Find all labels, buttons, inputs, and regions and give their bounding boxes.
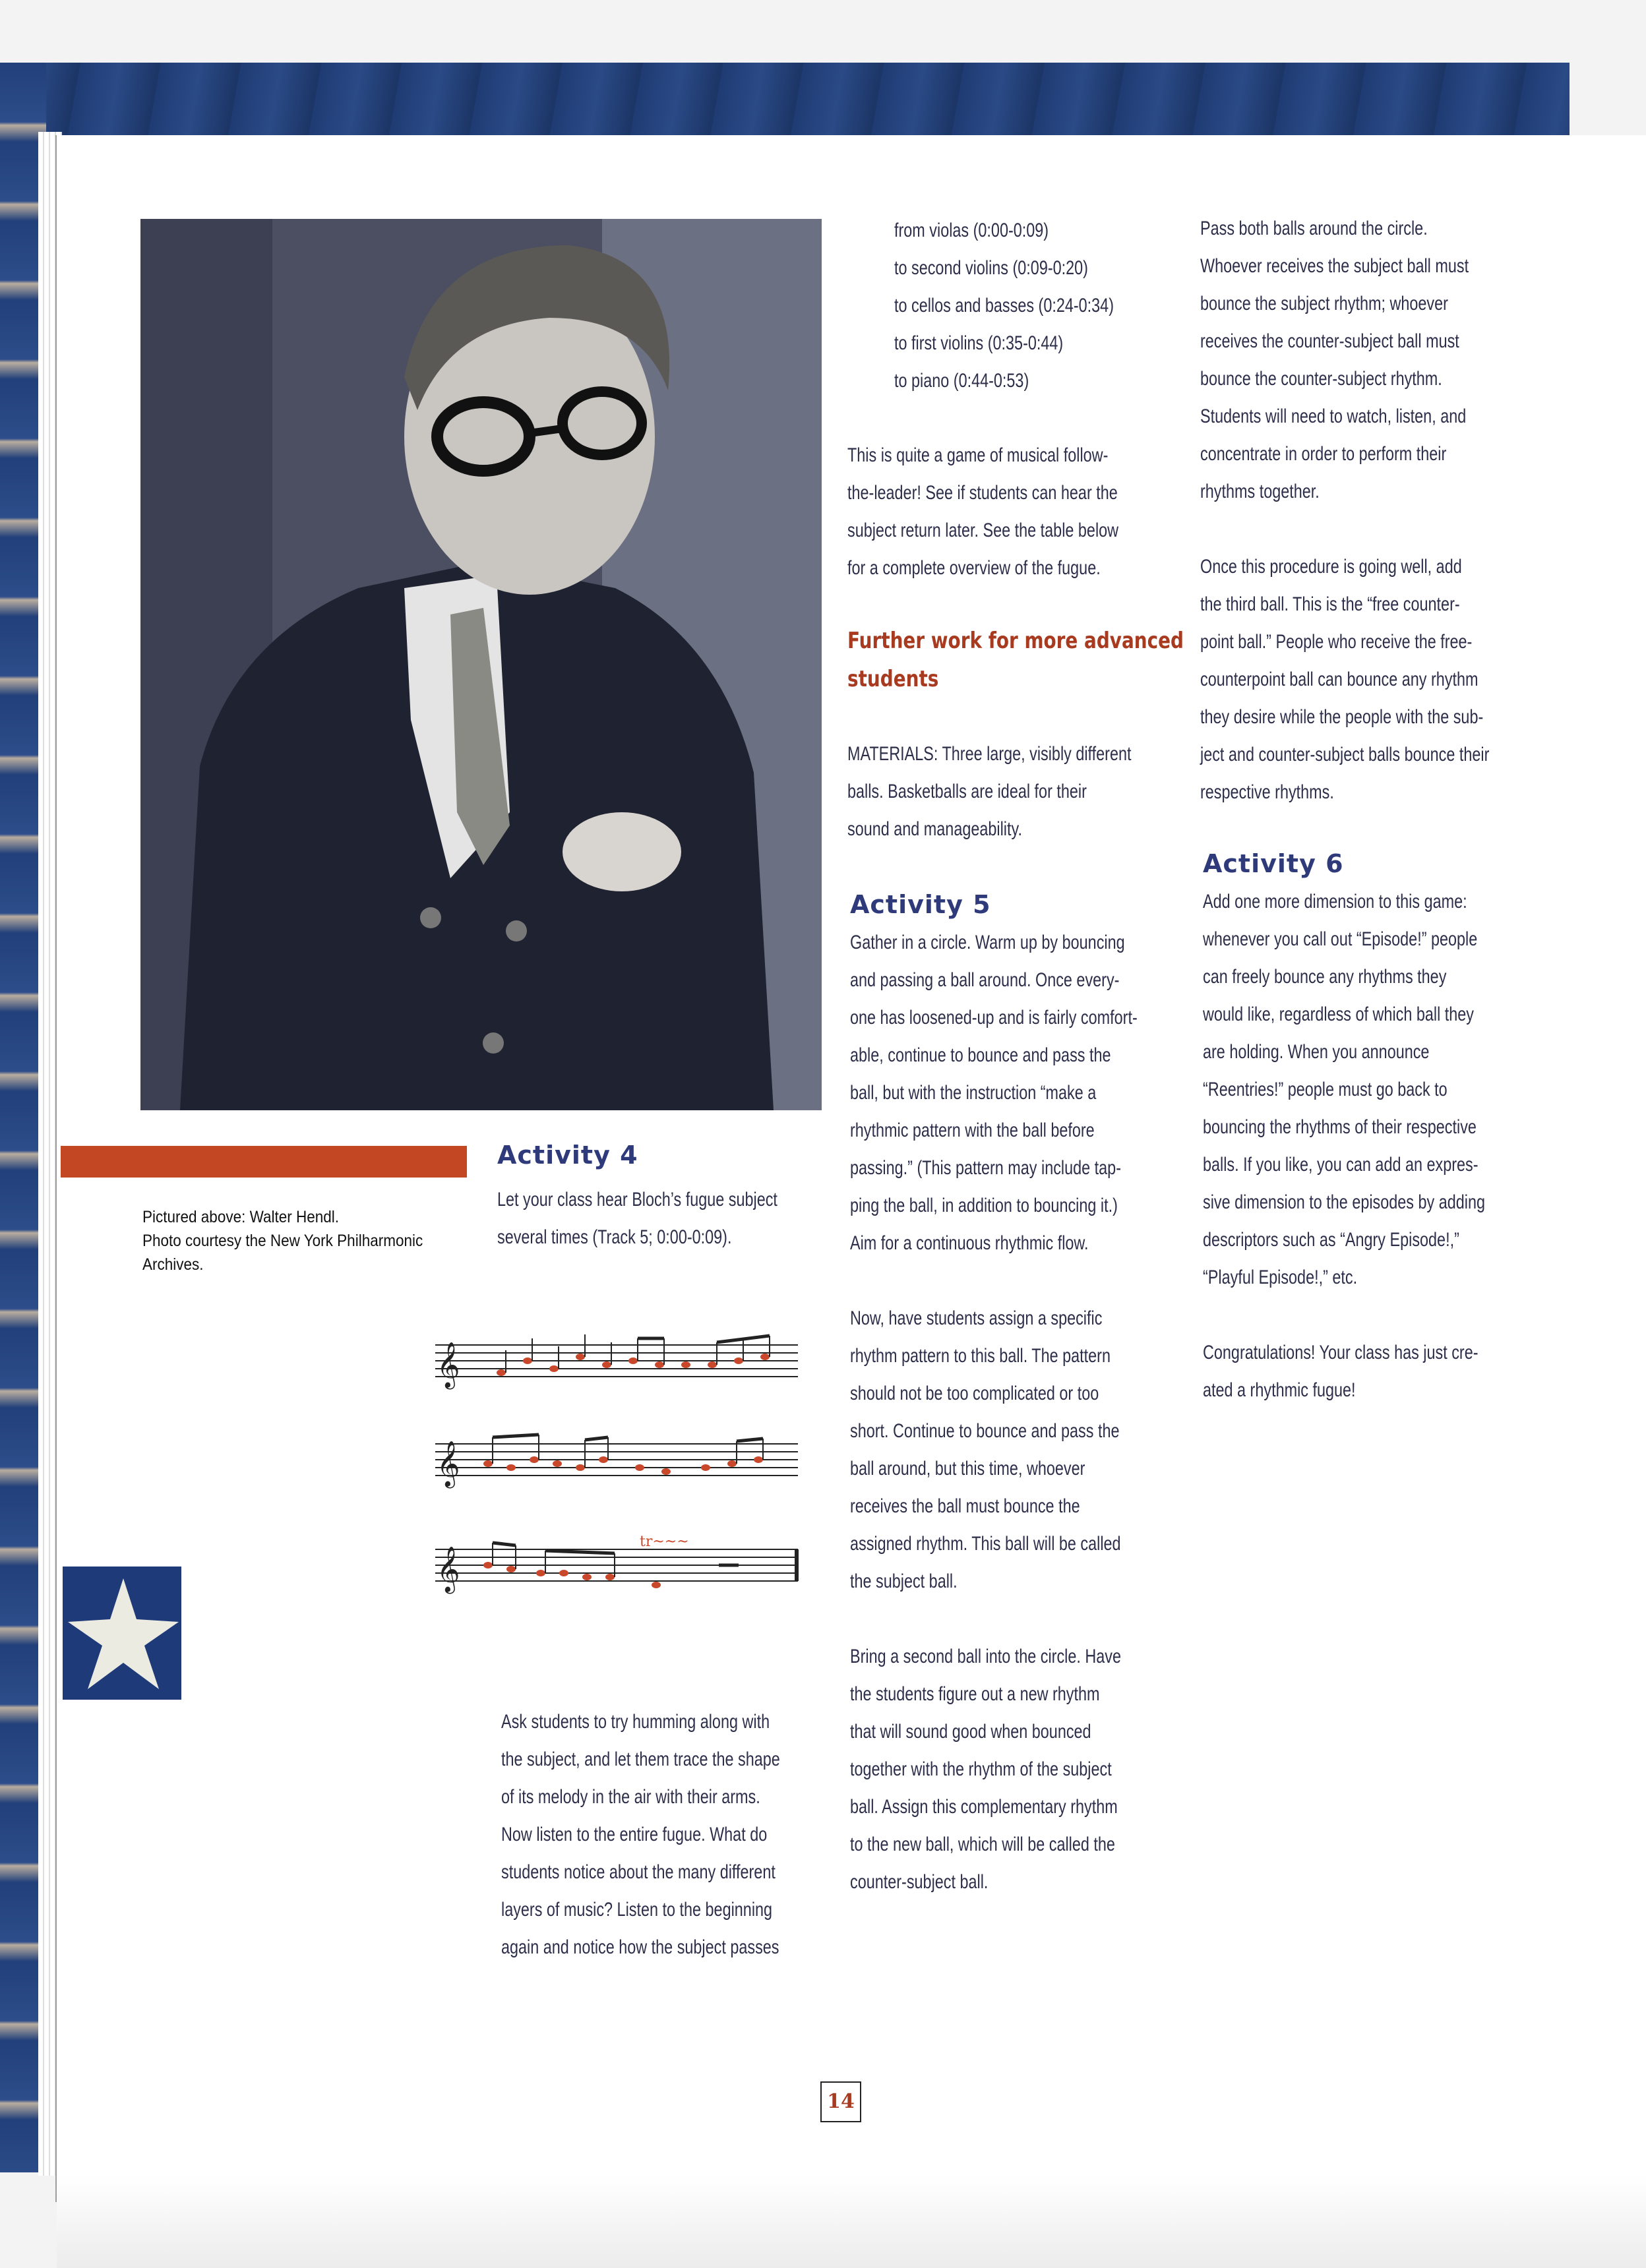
text-line: the subject ball. [850,1570,958,1592]
text-line: ball around, but this time, whoever [850,1458,1085,1479]
text-line: Pass both balls around the circle. [1200,218,1428,239]
caption-line: Archives. [142,1255,204,1274]
text-line: ated a rhythmic fugue! [1203,1379,1356,1401]
text-line: to the new ball, which will be called the [850,1834,1115,1855]
activity-6-text [1203,883,1522,1409]
conductor-photo [140,219,822,1110]
humming-paragraph [501,1703,810,1966]
text-line: Bring a second ball into the circle. Have [850,1646,1122,1667]
subheading-line: students [847,666,939,692]
text-line: respective rhythms. [1200,781,1334,803]
paragraph [850,924,1169,1262]
paragraph [1203,1334,1522,1409]
paragraph [1200,548,1519,811]
text-line: bounce the counter-subject rhythm. [1200,368,1442,390]
text-line: Aim for a continuous rhythmic flow. [850,1232,1089,1254]
text-line: are holding. When you announce [1203,1041,1430,1063]
text-line: for a complete overview of the fugue. [847,557,1101,579]
text-line: Let your class hear Bloch’s fugue subject [497,1189,777,1210]
text-line: sound and manageability. [847,818,1022,840]
treble-clef-icon: 𝄞 [437,1441,460,1487]
text-line: to cellos and basses (0:24-0:34) [894,295,1114,316]
text-line: counterpoint ball can bounce any rhythm [1200,669,1478,690]
text-line: bounce the subject rhythm; whoever [1200,293,1448,314]
activity-5-text [850,924,1169,1901]
text-line: should not be too complicated or too [850,1383,1099,1404]
text-line: balls. Basketballs are ideal for their [847,781,1087,802]
activity-5-heading: Activity 5 [850,890,991,919]
photo-illustration [140,219,822,1110]
text-line: assigned rhythm. This ball will be called [850,1533,1121,1555]
text-line: point ball.” People who receive the free- [1200,631,1473,653]
text-line: from violas (0:00-0:09) [894,220,1049,241]
text-line: ject and counter-subject balls bounce their [1200,744,1490,765]
text-line: they desire while the people with the sub- [1200,706,1484,728]
star-icon [63,1567,181,1700]
photo-caption [142,1205,451,1276]
text-line: Whoever receives the subject ball must [1200,255,1469,277]
text-line: sive dimension to the episodes by adding [1203,1191,1485,1213]
treble-clef-icon: 𝄞 [437,1342,460,1388]
svg-text:tr~~~: tr~~~ [640,1534,689,1550]
text-line: This is quite a game of musical follow- [847,444,1109,466]
activity-4-heading: Activity 4 [497,1141,638,1170]
text-line: the third ball. This is the “free counter- [1200,593,1460,615]
text-line: Now listen to the entire fugue. What do [501,1824,768,1845]
text-line: to piano (0:44-0:53) [894,370,1029,392]
fugue-subject-notation [429,1319,811,1622]
paragraph [850,1299,1169,1600]
text-line: Add one more dimension to this game: [1203,891,1467,912]
caption-line: Photo courtesy the New York Philharmonic [142,1232,423,1250]
text-line: to second violins (0:09-0:20) [894,257,1088,279]
text-line: ball, but with the instruction “make a [850,1082,1097,1104]
text-line: of its melody in the air with their arms. [501,1786,760,1808]
text-line: students notice about the many different [501,1861,776,1883]
text-line: Once this procedure is going well, add [1200,556,1462,578]
text-line: the subject, and let them trace the shape [501,1748,780,1770]
paragraph [1203,883,1522,1296]
text-line: “Reentries!” people must go back to [1203,1079,1448,1100]
text-line: would like, regardless of which ball they [1203,1003,1475,1025]
text-line: Gather in a circle. Warm up by bouncing [850,932,1125,953]
text-line: several times (Track 5; 0:00-0:09). [497,1226,732,1248]
page-bottom-shadow [57,2176,1646,2268]
text-line: again and notice how the subject passes [501,1936,779,1958]
follow-the-leader-paragraph [847,436,1167,587]
caption-line: Pictured above: Walter Hendl. [142,1208,340,1226]
pass-both-balls-paragraph [1200,210,1519,811]
text-line: and passing a ball around. Once every- [850,969,1120,991]
text-line: “Playful Episode!,” etc. [1203,1267,1358,1288]
treble-clef-icon: 𝄞 [437,1546,460,1592]
text-line: to first violins (0:35-0:44) [894,332,1064,354]
activity-6-heading: Activity 6 [1203,849,1344,878]
flag-fabric-top [0,63,1570,135]
text-line: ball. Assign this complementary rhythm [850,1796,1118,1818]
materials-paragraph [847,735,1167,848]
text-line: short. Continue to bounce and pass the [850,1420,1120,1442]
text-line: rhythms together. [1200,481,1320,502]
paragraph [850,1638,1169,1901]
activity-4-text [497,1181,806,1256]
text-line: Congratulations! Your class has just cre- [1203,1342,1478,1363]
text-line: Now, have students assign a specific [850,1307,1103,1329]
text-line: subject return later. See the table below [847,520,1119,541]
further-work-subheading [847,622,1184,698]
text-line: together with the rhythm of the subject [850,1758,1112,1780]
text-line: that will sound good when bounced [850,1721,1091,1743]
paragraph [1200,210,1519,510]
subject-passes-list [894,212,1203,400]
text-line: able, continue to bounce and pass the [850,1044,1111,1066]
text-line: the students figure out a new rhythm [850,1683,1100,1705]
text-line: counter-subject ball. [850,1871,989,1893]
text-line: bouncing the rhythms of their respective [1203,1116,1477,1138]
text-line: one has loosened-up and is fairly comfort- [850,1007,1138,1029]
text-line: MATERIALS: Three large, visibly different [847,743,1132,765]
text-line: layers of music? Listen to the beginning [501,1899,773,1921]
page-number: 14 [820,2081,861,2122]
text-line: receives the ball must bounce the [850,1495,1080,1517]
subheading-line: Further work for more advanced [847,628,1184,654]
text-line: Students will need to watch, listen, and [1200,405,1467,427]
text-line: concentrate in order to perform their [1200,443,1447,465]
text-line: ping the ball, in addition to bouncing it.) [850,1195,1118,1216]
text-line: rhythmic pattern with the ball before [850,1119,1095,1141]
text-line: the-leader! See if students can hear the [847,482,1118,504]
music-staves [429,1319,811,1622]
text-line: rhythm pattern to this ball. The pattern [850,1345,1111,1367]
text-line: receives the counter-subject ball must [1200,330,1459,352]
text-line: can freely bounce any rhythms they [1203,966,1447,988]
text-line: passing.” (This pattern may include tap- [850,1157,1121,1179]
flag-star-box [63,1567,181,1700]
text-line: whenever you call out “Episode!” people [1203,928,1478,950]
text-line: Ask students to try humming along with [501,1711,770,1733]
text-line: descriptors such as “Angry Episode!,” [1203,1229,1459,1251]
accent-bar [61,1146,467,1178]
text-line: balls. If you like, you can add an expres- [1203,1154,1478,1176]
